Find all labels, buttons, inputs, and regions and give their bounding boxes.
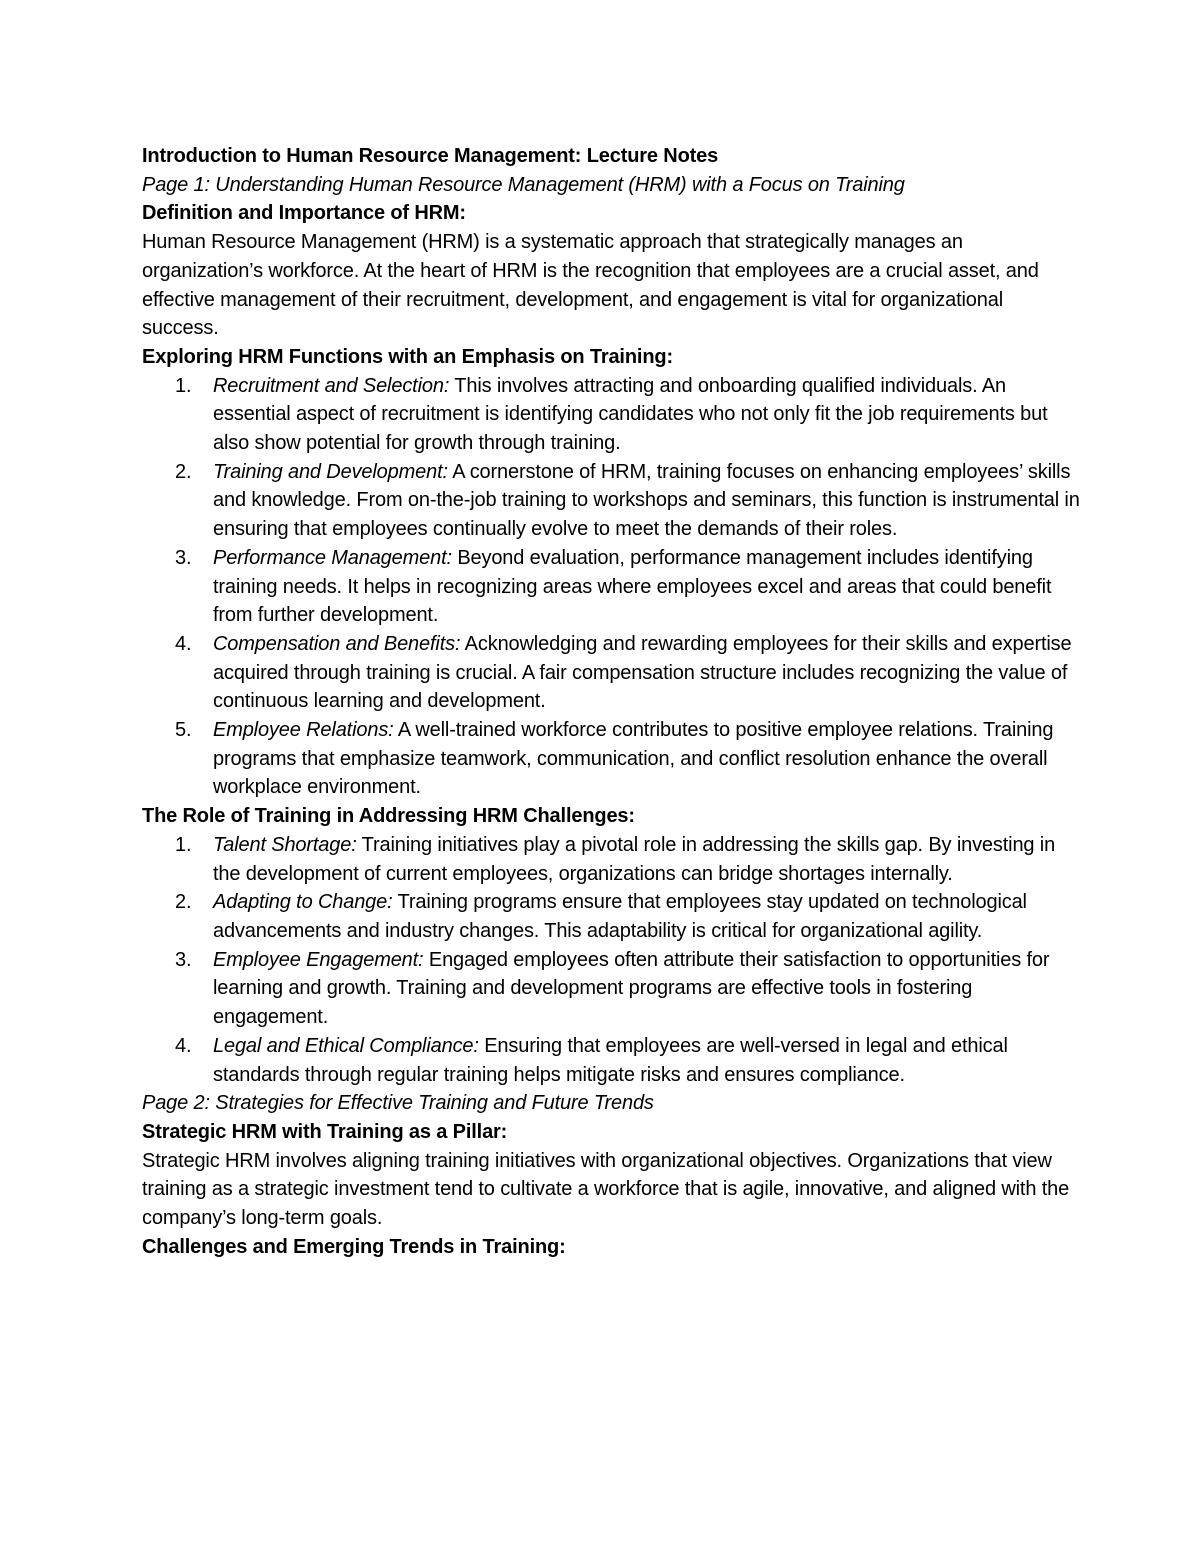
list-text: Acknowledging and rewarding employees for their skills and expertise acquired through training is crucial. A fair compensation structure includes recognizing the value of continuous learning and development. [213, 632, 1072, 713]
list-text: A cornerstone of HRM, training focuses on enhancing employees’ skills and knowledge. From on-the-job training to workshops and seminars, this function is instrumental in ensuring that employees continually evolve to meet the demands of their roles. [213, 460, 1080, 541]
strategic-body: Strategic HRM involves aligning training initiatives with organizational objectives. Organizations that view training as a strategic investment tend to cultivate a workforce that is agile, innovative, and aligned with the company’s long-term goals. [142, 1149, 1070, 1230]
list-item [142, 888, 1082, 945]
list-item [142, 1032, 1082, 1089]
list-term: Employee Relations: [213, 719, 394, 742]
list-item [142, 544, 1082, 630]
list-number: 2. [175, 460, 192, 483]
list-item [142, 831, 1082, 888]
list-term: Talent Shortage: [213, 833, 357, 856]
list-item [142, 946, 1082, 1032]
definition-body: Human Resource Management (HRM) is a systematic approach that strategically manages an organization’s workforce. At the heart of HRM is the recognition that employees are a crucial asset, and effective management of their recruitment, development, and engagement is vital for organizational success. [142, 231, 1039, 340]
list-text: A well-trained workforce contributes to positive employee relations. Training programs that emphasize teamwork, communication, and conflict resolution enhance the overall workplace environment. [213, 719, 1054, 799]
list-text: Beyond evaluation, performance management includes identifying training needs. It helps in recognizing areas where employees excel and areas that could benefit from further development. [213, 546, 1052, 627]
document-title: Introduction to Human Resource Management: Lecture Notes [142, 145, 719, 167]
list-number: 1. [175, 374, 192, 397]
list-number: 1. [175, 833, 192, 856]
list-term: Employee Engagement: [213, 948, 424, 971]
list-item [142, 630, 1082, 716]
list-number: 5. [175, 719, 192, 742]
challenges-heading: The Role of Training in Addressing HRM Challenges: [142, 805, 635, 828]
challenges-list [142, 831, 1082, 1089]
list-number: 2. [175, 891, 192, 914]
functions-heading: Exploring HRM Functions with an Emphasis on Training: [142, 345, 673, 368]
list-item [142, 716, 1082, 802]
functions-list [142, 372, 1082, 803]
list-text: Training initiatives play a pivotal role in addressing the skills gap. By investing in the development of current employees, organizations can bridge shortages internally. [213, 833, 1056, 885]
definition-heading: Definition and Importance of HRM: [142, 202, 466, 225]
page2-heading: Page 2: Strategies for Effective Training and Future Trends [142, 1092, 654, 1115]
list-term: Legal and Ethical Compliance: [213, 1034, 479, 1057]
trends-heading: Challenges and Emerging Trends in Training: [142, 1235, 566, 1258]
list-text: Training programs ensure that employees stay updated on technological advancements and industry changes. This adaptability is critical for organizational agility. [213, 891, 1027, 942]
list-term: Adapting to Change: [213, 891, 393, 914]
list-number: 4. [175, 1034, 192, 1057]
list-number: 3. [175, 546, 192, 569]
list-text: Ensuring that employees are well-versed in legal and ethical standards through regular training helps mitigate risks and ensures compliance. [213, 1034, 1008, 1086]
page1-heading: Page 1: Understanding Human Resource Management (HRM) with a Focus on Training [142, 173, 905, 196]
list-item [142, 458, 1082, 544]
list-number: 4. [175, 632, 192, 655]
list-term: Performance Management: [213, 546, 452, 569]
document-page [142, 142, 1082, 1261]
list-term: Training and Development: [213, 460, 448, 483]
list-term: Recruitment and Selection: [213, 374, 450, 397]
list-number: 3. [175, 948, 192, 971]
list-text: This involves attracting and onboarding qualified individuals. An essential aspect of recruitment is identifying candidates who not only fit the job requirements but also show potential for growth through training. [213, 374, 1048, 455]
list-text: Engaged employees often attribute their satisfaction to opportunities for learning and growth. Training and development programs are effective tools in fostering engagement. [213, 948, 1050, 1029]
list-term: Compensation and Benefits: [213, 632, 461, 655]
list-item [142, 372, 1082, 458]
strategic-heading: Strategic HRM with Training as a Pillar: [142, 1120, 508, 1143]
